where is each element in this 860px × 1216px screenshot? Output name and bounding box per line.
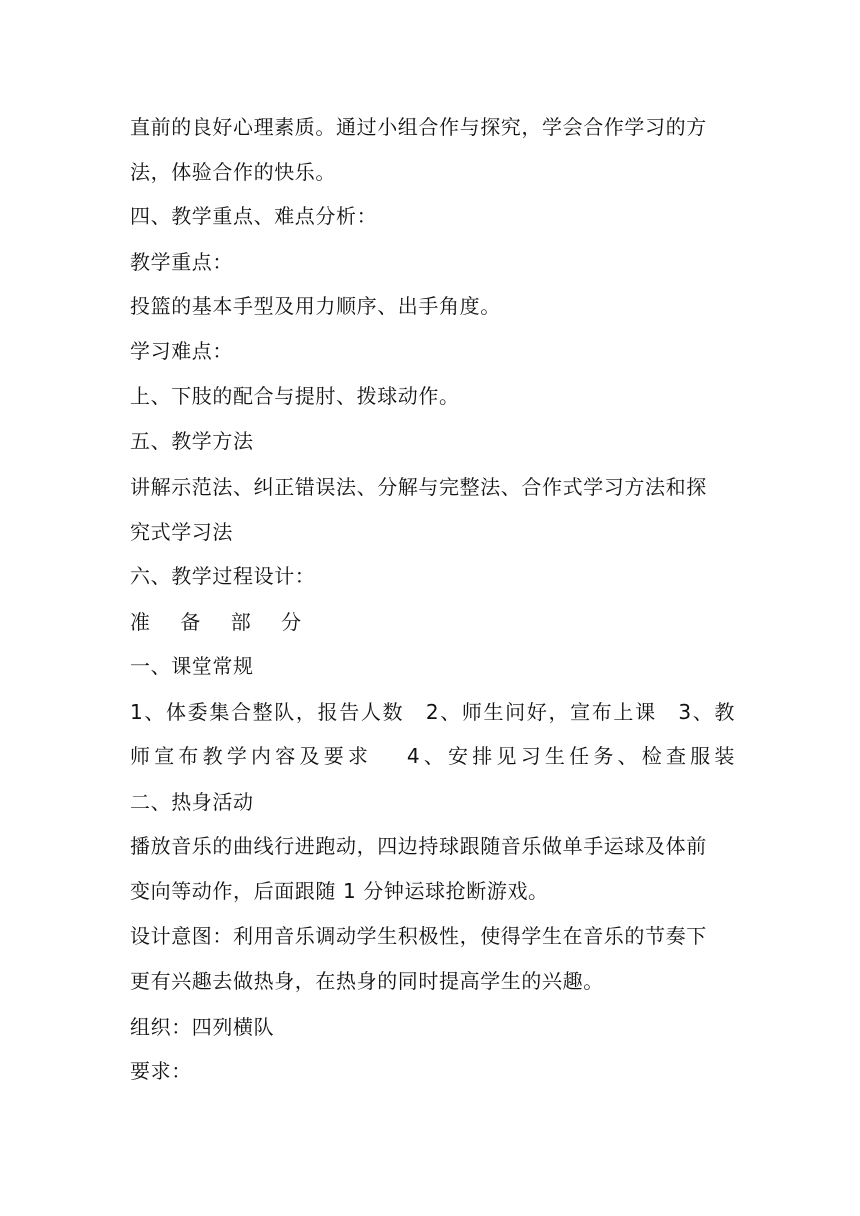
paragraph-line: 直前的良好心理素质。通过小组合作与探究，学会合作学习的方 [130,115,707,139]
section-heading: 四、教学重点、难点分析： [130,204,378,228]
subheading: 一、课堂常规 [130,654,254,678]
paragraph-line: 组织：四列横队 [130,1015,275,1039]
paragraph-line: 要求： [130,1059,192,1083]
part-heading: 准 备 部 分 [130,610,314,634]
paragraph-line: 1、体委集合整队，报告人数 2、师生问好，宣布上课 3、教 [130,700,735,724]
paragraph-line: 讲解示范法、纠正错误法、分解与完整法、合作式学习方法和探 [130,475,707,499]
paragraph-line: 播放音乐的曲线行进跑动，四边持球跟随音乐做单手运球及体前 [130,834,707,858]
paragraph-line: 投篮的基本手型及用力顺序、出手角度。 [130,294,501,318]
section-heading: 六、教学过程设计： [130,564,316,588]
paragraph-line: 法，体验合作的快乐。 [130,160,336,184]
paragraph-line: 设计意图：利用音乐调动学生积极性，使得学生在音乐的节奏下 [130,924,707,948]
paragraph-line: 更有兴趣去做热身，在热身的同时提高学生的兴趣。 [130,969,604,993]
subheading: 教学重点： [130,250,233,274]
subheading: 二、热身活动 [130,790,254,814]
subheading: 学习难点： [130,339,233,363]
section-heading: 五、教学方法 [130,429,254,453]
paragraph-line: 究式学习法 [130,520,233,544]
paragraph-line: 上、下肢的配合与提肘、拨球动作。 [130,384,460,408]
paragraph-line: 变向等动作，后面跟随 1 分钟运球抢断游戏。 [130,879,549,903]
paragraph-line: 师宣布教学内容及要求 4、安排见习生任务、检查服装 [130,744,735,768]
